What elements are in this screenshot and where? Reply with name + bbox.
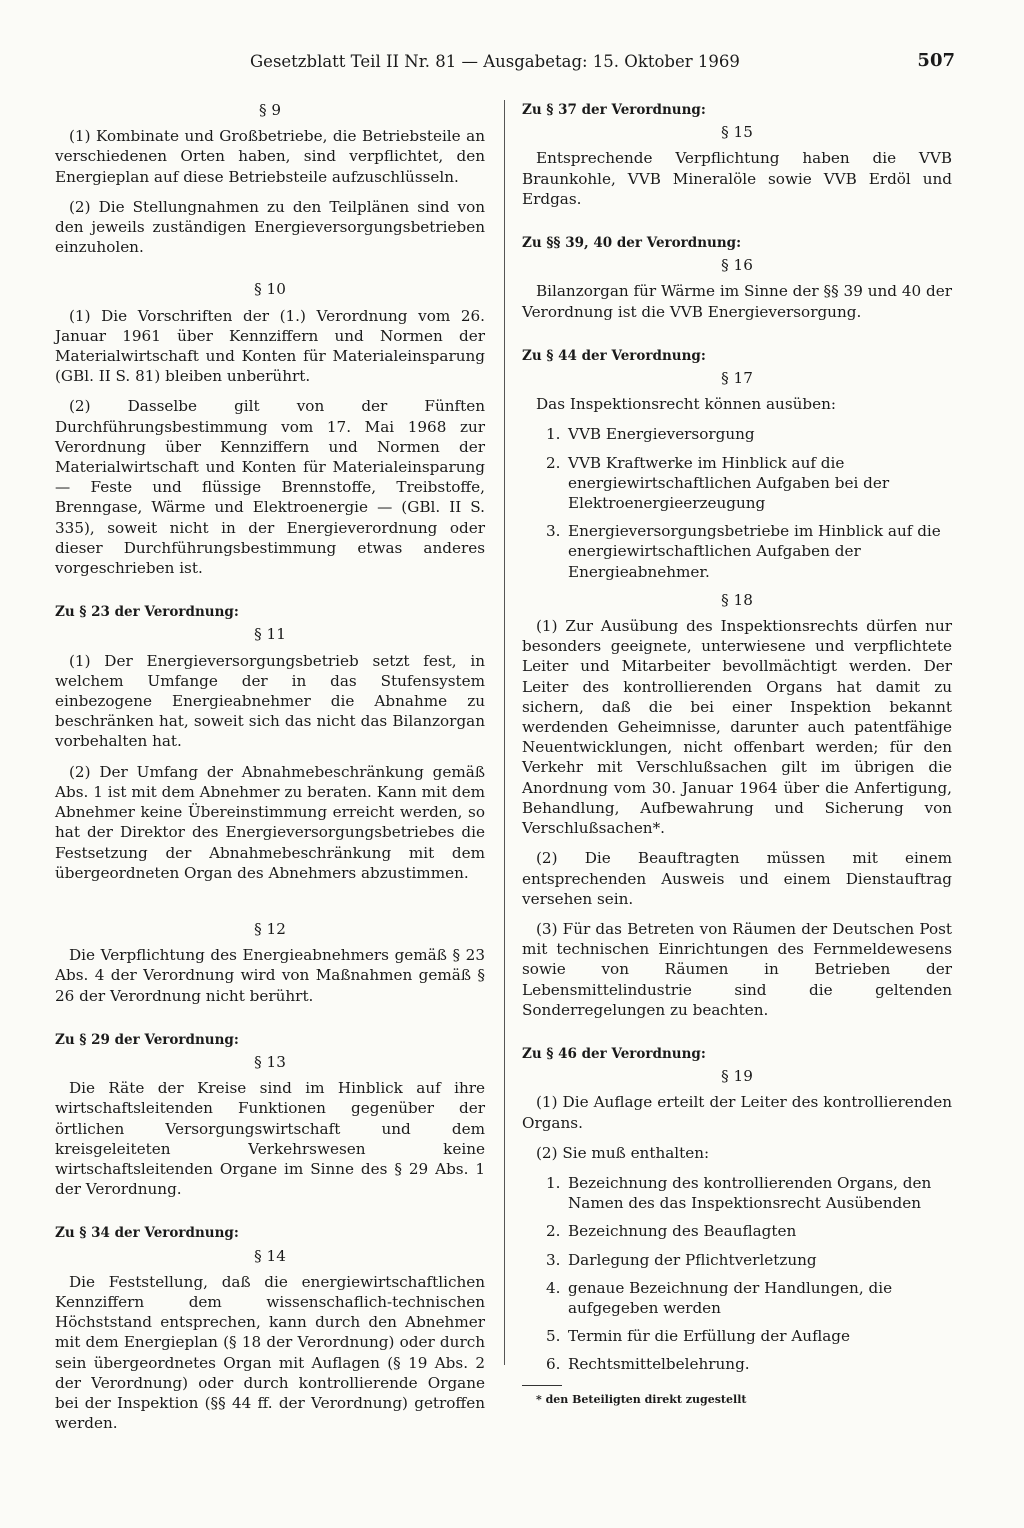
list-number: 2. (546, 1222, 561, 1241)
list-item (522, 1250, 952, 1270)
paragraph: Die Feststellung, daß die energiewirtschaftlichen Kennziffern dem wissenschaflich-technischen Höchststand entsprechen, kann durch den Abnehmer mit dem Energieplan (§ 18 der Verordnung) oder durch sein übergeordnetes Organ mit Auflagen (§ 19 Abs. 2 der Verordnung) oder durch kontrollierende Organe bei der Inspektion (§§ 44 ff. der Verordnung) getroffen werden. (55, 1272, 485, 1433)
list-text: VVB Kraftwerke im Hinblick auf die energiewirtschaftlichen Aufgaben bei der Elektroenergieerzeugung (568, 453, 890, 513)
list-number: 3. (546, 1250, 561, 1269)
list-item (522, 453, 952, 514)
paragraph: (1) Kombinate und Großbetriebe, die Betriebsteile an verschiedenen Orten haben, sind verpflichtet, den Energieplan auf diese Betriebsteile aufzuschlüsseln. (55, 127, 485, 186)
section-heading: § 15 (721, 123, 753, 142)
column-divider (504, 100, 505, 1365)
paragraph: (1) Der Energieversorgungsbetrieb setzt fest, in welchem Umfange der in das Stufensystem einbezogene Energieabnehmer die Abnahme zu beschränken hat, soweit sich das nicht das Bilanzorgan vorbehalten hat. (55, 651, 485, 751)
page-number: 507 (917, 50, 955, 71)
list-number: 1. (546, 1173, 561, 1192)
list-number: 2. (546, 453, 561, 472)
list-text: genaue Bezeichnung der Handlungen, die aufgegeben werden (568, 1278, 893, 1317)
list-text: Darlegung der Pflichtverletzung (568, 1250, 817, 1269)
paragraph: (2) Die Stellungnahmen zu den Teilplänen sind von den jeweils zuständigen Energieversorgungsbetrieben einzuholen. (55, 197, 485, 257)
list-item (522, 521, 952, 582)
section-heading: § 13 (254, 1052, 286, 1071)
header-title: Gesetzblatt Teil II Nr. 81 — Ausgabetag: 15. Oktober 1969 (250, 52, 740, 71)
section-heading: § 10 (254, 280, 286, 299)
list-item (522, 1173, 952, 1213)
reference-heading: Zu §§ 39, 40 der Verordnung: (522, 235, 742, 252)
section-heading: § 14 (254, 1246, 286, 1265)
left-column (55, 100, 485, 1443)
list-item (522, 424, 952, 444)
reference-heading: Zu § 23 der Verordnung: (55, 604, 239, 621)
reference-heading: Zu § 37 der Verordnung: (522, 102, 706, 118)
paragraph: (2) Die Beauftragten müssen mit einem entsprechenden Ausweis und einem Dienstauftrag versehen sein. (522, 849, 952, 908)
paragraph: Das Inspektionsrecht können ausüben: (536, 395, 837, 414)
paragraph: Die Räte der Kreise sind im Hinblick auf ihre wirtschaftsleitenden Funktionen gegenüber der örtlichen Versorgungswirtschaft und dem kreisgeleiteten Verkehrswesen keine wirtschaftsleitenden Organe im Sinne des § 29 Abs. 1 der Verordnung. (55, 1079, 485, 1199)
section-heading: § 16 (721, 256, 753, 275)
list-number: 3. (546, 522, 561, 541)
paragraph: Die Verpflichtung des Energieabnehmers gemäß § 23 Abs. 4 der Verordnung wird von Maßnahmen gemäß § 26 der Verordnung nicht berührt. (55, 946, 485, 1005)
paragraph: (2) Der Umfang der Abnahmebeschränkung gemäß Abs. 1 ist mit dem Abnehmer zu beraten. Kann mit dem Abnehmer keine Übereinstimmung erreicht werden, so hat der Direktor des Energieversorgungsbetriebes die Festsetzung der Abnahmebeschränkung mit dem übergeordneten Organ des Abnehmers abzustimmen. (55, 762, 485, 882)
list-number: 1. (546, 425, 561, 444)
right-column (522, 100, 952, 1410)
page-header (55, 50, 955, 80)
section-heading: § 11 (254, 625, 286, 644)
reference-heading: Zu § 29 der Verordnung: (55, 1031, 239, 1048)
paragraph: (3) Für das Betreten von Räumen der Deutschen Post mit technischen Einrichtungen des Fernmeldewesens sowie von Räumen in Betrieben der Lebensmittelindustrie sind die geltenden Sonderregelungen zu beachten. (522, 919, 952, 1019)
section-heading: § 17 (721, 369, 753, 388)
section-heading: § 9 (258, 101, 282, 119)
reference-heading: Zu § 34 der Verordnung: (55, 1225, 239, 1242)
paragraph: (2) Sie muß enthalten: (536, 1143, 710, 1162)
list-text: Bezeichnung des Beauflagten (568, 1222, 797, 1241)
paragraph: (1) Die Vorschriften der (1.) Verordnung vom 26. Januar 1961 über Kennziffern und Normen der Materialwirtschaft und Konten für Materialeinsparung (GBl. II S. 81) bleiben unberührt. (55, 306, 485, 386)
paragraph: (1) Zur Ausübung des Inspektionsrechts dürfen nur besonders geeignete, unterwiesene und verpflichtete Leiter und Mitarbeiter bevollmächtigt werden. Der Leiter des kontrollierenden Organs hat damit zu sichern, daß die bei einer Inspektion bekannt werdenden Geheimnisse, darunter auch patentfähige Neuentwicklungen, nicht offenbart werden; für den Verkehr mit Verschlußsachen gilt im übrigen die Anordnung vom 30. Januar 1964 über die Anfertigung, Behandlung, Aufbewahrung und Sicherung von Verschlußsachen*. (522, 617, 952, 838)
list-item (522, 1278, 952, 1318)
list-text: Energieversorgungsbetriebe im Hinblick auf die energiewirtschaftlichen Aufgaben der Energieabnehmer. (568, 522, 941, 581)
section-heading: § 12 (254, 919, 286, 938)
paragraph: Bilanzorgan für Wärme im Sinne der §§ 39 und 40 der Verordnung ist die VVB Energieversorgung. (522, 282, 952, 321)
paragraph: (2) Dasselbe gilt von der Fünften Durchführungsbestimmung vom 17. Mai 1968 zur Verordnung über Kennziffern und Normen der Materialwirtschaft und Konten für Materialeinsparung — Feste und flüssige Brennstoffe, Treibstoffe, Brenngase, Wärme und Elektroenergie — (GBl. II S. 335), soweit nicht in der Energieverordnung oder dieser Durchführungsbestimmung etwas anderes vorgeschrieben ist. (55, 397, 485, 578)
numbered-list (522, 1173, 952, 1375)
section-heading: § 18 (721, 590, 753, 609)
numbered-list (522, 424, 952, 581)
list-item (522, 1221, 952, 1241)
footnote: * den Beteiligten direkt zugestellt (536, 1392, 747, 1406)
list-text: Bezeichnung des kontrollierenden Organs, den Namen des das Inspektionsrecht Ausübenden (568, 1173, 932, 1213)
reference-heading: Zu § 46 der Verordnung: (522, 1045, 706, 1062)
reference-heading: Zu § 44 der Verordnung: (522, 347, 706, 364)
list-number: 5. (546, 1327, 561, 1346)
list-item (522, 1354, 952, 1374)
list-number: 4. (546, 1278, 561, 1297)
list-text: Rechtsmittelbelehrung. (568, 1355, 750, 1374)
footnote-rule (522, 1385, 562, 1386)
paragraph: (1) Die Auflage erteilt der Leiter des kontrollierenden Organs. (522, 1093, 952, 1132)
list-text: VVB Energieversorgung (568, 425, 755, 444)
list-text: Termin für die Erfüllung der Auflage (568, 1327, 850, 1346)
paragraph: Entsprechende Verpflichtung haben die VVB Braunkohle, VVB Mineralöle sowie VVB Erdöl und Erdgas. (522, 149, 952, 208)
list-item (522, 1326, 952, 1346)
section-heading: § 19 (721, 1067, 753, 1086)
list-number: 6. (546, 1355, 561, 1374)
